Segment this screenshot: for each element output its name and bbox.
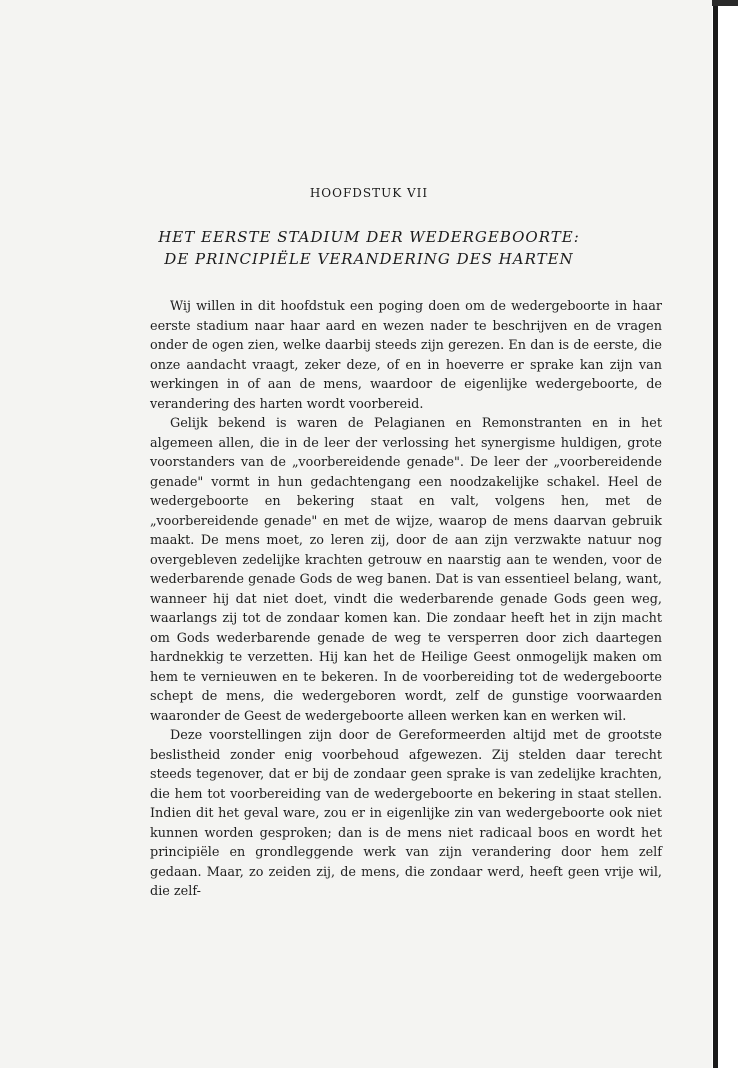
page-corner-mark (712, 0, 738, 6)
chapter-body (150, 297, 662, 902)
paragraph-3: Deze voorstellingen zijn door de Gereformeerden altijd met de grootste beslistheid zonder enig voorbehoud afgewezen. Zij stelden daar terecht steeds tegenover, dat er bij de zondaar geen sprake is van zedelijke krachten, die hem tot voorbereiding van de wedergeboorte en bekering in staat stellen. Indien dit het geval ware, zou er in eigenlijke zin van wedergeboorte ook niet kunnen worden gesproken; dan is de mens niet radicaal boos en wordt het principiële en grondleggende werk van zijn verandering door hem zelf gedaan. Maar, zo zeiden zij, de mens, die zondaar werd, heeft geen vrije wil, die zelf- (150, 728, 662, 899)
page-edge-shadow (713, 0, 718, 1068)
paragraph-1: Wij willen in dit hoofdstuk een poging doen om de wedergeboorte in haar eerste stadium naar haar aard en wezen nader te beschrijven en de vragen onder de ogen zien, welke daarbij steeds zijn gerezen. En dan is de eerste, die onze aandacht vraagt, zeker deze, of en in hoeverre er sprake kan zijn van werkingen in of aan de mens, waardoor de eigenlijke wedergeboorte, de verandering des harten wordt voorbereid. (150, 299, 662, 412)
chapter-title-line-1: HET EERSTE STADIUM DER WEDERGEBOORTE: (158, 228, 580, 246)
chapter-label: HOOFDSTUK VII (309, 186, 429, 200)
chapter-title-line-2: DE PRINCIPIËLE VERANDERING DES HARTEN (164, 250, 574, 268)
paragraph-2: Gelijk bekend is waren de Pelagianen en Remonstranten en in het algemeen allen, die in de leer der verlossing het synergisme huldigen, grote voorstanders van de „voorbereidende genade". De leer der „voorbereidende genade" vormt in hun gedachtengang een noodzakelijke schakel. Heel de wedergeboorte en bekering staat en valt, volgens hen, met de „voorbereidende genade" en met de wijze, waarop de mens daarvan gebruik maakt. De mens moet, zo leren zij, door de aan zijn verzwakte natuur nog overgebleven zedelijke krachten getrouw en naarstig aan te wenden, voor de wederbarende genade Gods de weg banen. Dat is van essentieel belang, want, wanneer hij dat niet doet, vindt die wederbarende genade Gods geen weg, waarlangs zij tot de zondaar komen kan. Die zondaar heeft het in zijn macht om Gods wederbarende genade de weg te versperren door zich daartegen hardnekkig te verzetten. Hij kan het de Heilige Geest onmogelijk maken om hem te vernieuwen en te bekeren. In de voorbereiding tot de wedergeboorte schept de mens, die wedergeboren wordt, zelf de gunstige voorwaarden waaronder de Geest de wedergeboorte alleen werken kan en werken wil. (150, 416, 662, 724)
